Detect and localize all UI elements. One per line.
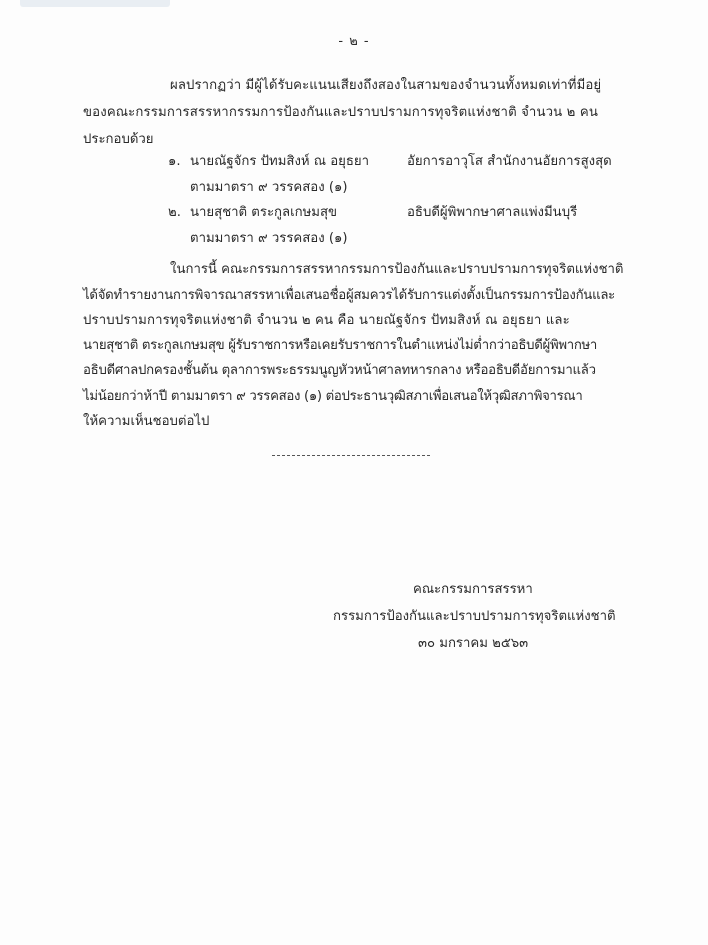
para2-line-3: ปราบปรามการทุจริตแห่งชาติ จำนวน ๒ คน คือ นายณัฐจักร ปัทมสิงห์ ณ อยุธยา และ: [83, 313, 570, 328]
member-1-position: อัยการอาวุโส สำนักงานอัยการสูงสุด: [407, 154, 612, 169]
para2-line-7: ให้ความเห็นชอบต่อไป: [83, 414, 210, 429]
scan-artifact: [20, 0, 170, 7]
page-number: - ๒ -: [338, 34, 370, 49]
member-1-name: นายณัฐจักร ปัทมสิงห์ ณ อยุธยา: [190, 154, 370, 169]
para2-line-4: นายสุชาติ ตระกูลเกษมสุข ผู้รับราชการหรือเคยรับราชการในตำแหน่งไม่ต่ำกว่าอธิบดีผู้พิพากษา: [83, 338, 598, 353]
signature-line-2: กรรมการป้องกันและปราบปรามการทุจริตแห่งชาติ: [333, 609, 616, 624]
member-2-number: ๒.: [168, 205, 181, 220]
para1-line-3: ประกอบด้วย: [83, 132, 154, 147]
section-divider: [272, 455, 430, 456]
para1-line-2: ของคณะกรรมการสรรหากรรมการป้องกันและปราบปรามการทุจริตแห่งชาติ จำนวน ๒ คน: [83, 105, 599, 120]
member-1-number: ๑.: [168, 154, 181, 169]
signature-line-1: คณะกรรมการสรรหา: [413, 582, 533, 597]
para2-line-5: อธิบดีศาลปกครองชั้นต้น ตุลาการพระธรรมนูญหัวหน้าศาลทหารกลาง หรืออธิบดีอัยการมาแล้ว: [83, 363, 596, 378]
member-2-name: นายสุชาติ ตระกูลเกษมสุข: [190, 205, 338, 220]
member-2-clause: ตามมาตรา ๙ วรรคสอง (๑): [190, 231, 348, 246]
para2-line-2: ได้จัดทำรายงานการพิจารณาสรรหาเพื่อเสนอชื่อผู้สมควรได้รับการแต่งตั้งเป็นกรรมการป้องกันและ: [83, 288, 615, 303]
member-2-position: อธิบดีผู้พิพากษาศาลแพ่งมีนบุรี: [407, 205, 578, 220]
para1-line-1: ผลปรากฏว่า มีผู้ได้รับคะแนนเสียงถึงสองในสามของจำนวนทั้งหมดเท่าที่มีอยู่: [170, 78, 602, 93]
signature-date: ๓๐ มกราคม ๒๕๖๓: [418, 636, 529, 651]
para2-line-6: ไม่น้อยกว่าห้าปี ตามมาตรา ๙ วรรคสอง (๑) ต่อประธานวุฒิสภาเพื่อเสนอให้วุฒิสภาพิจารณา: [83, 389, 583, 404]
member-1-clause: ตามมาตรา ๙ วรรคสอง (๑): [190, 180, 348, 195]
para2-line-1: ในการนี้ คณะกรรมการสรรหากรรมการป้องกันและปราบปรามการทุจริตแห่งชาติ: [170, 262, 624, 277]
